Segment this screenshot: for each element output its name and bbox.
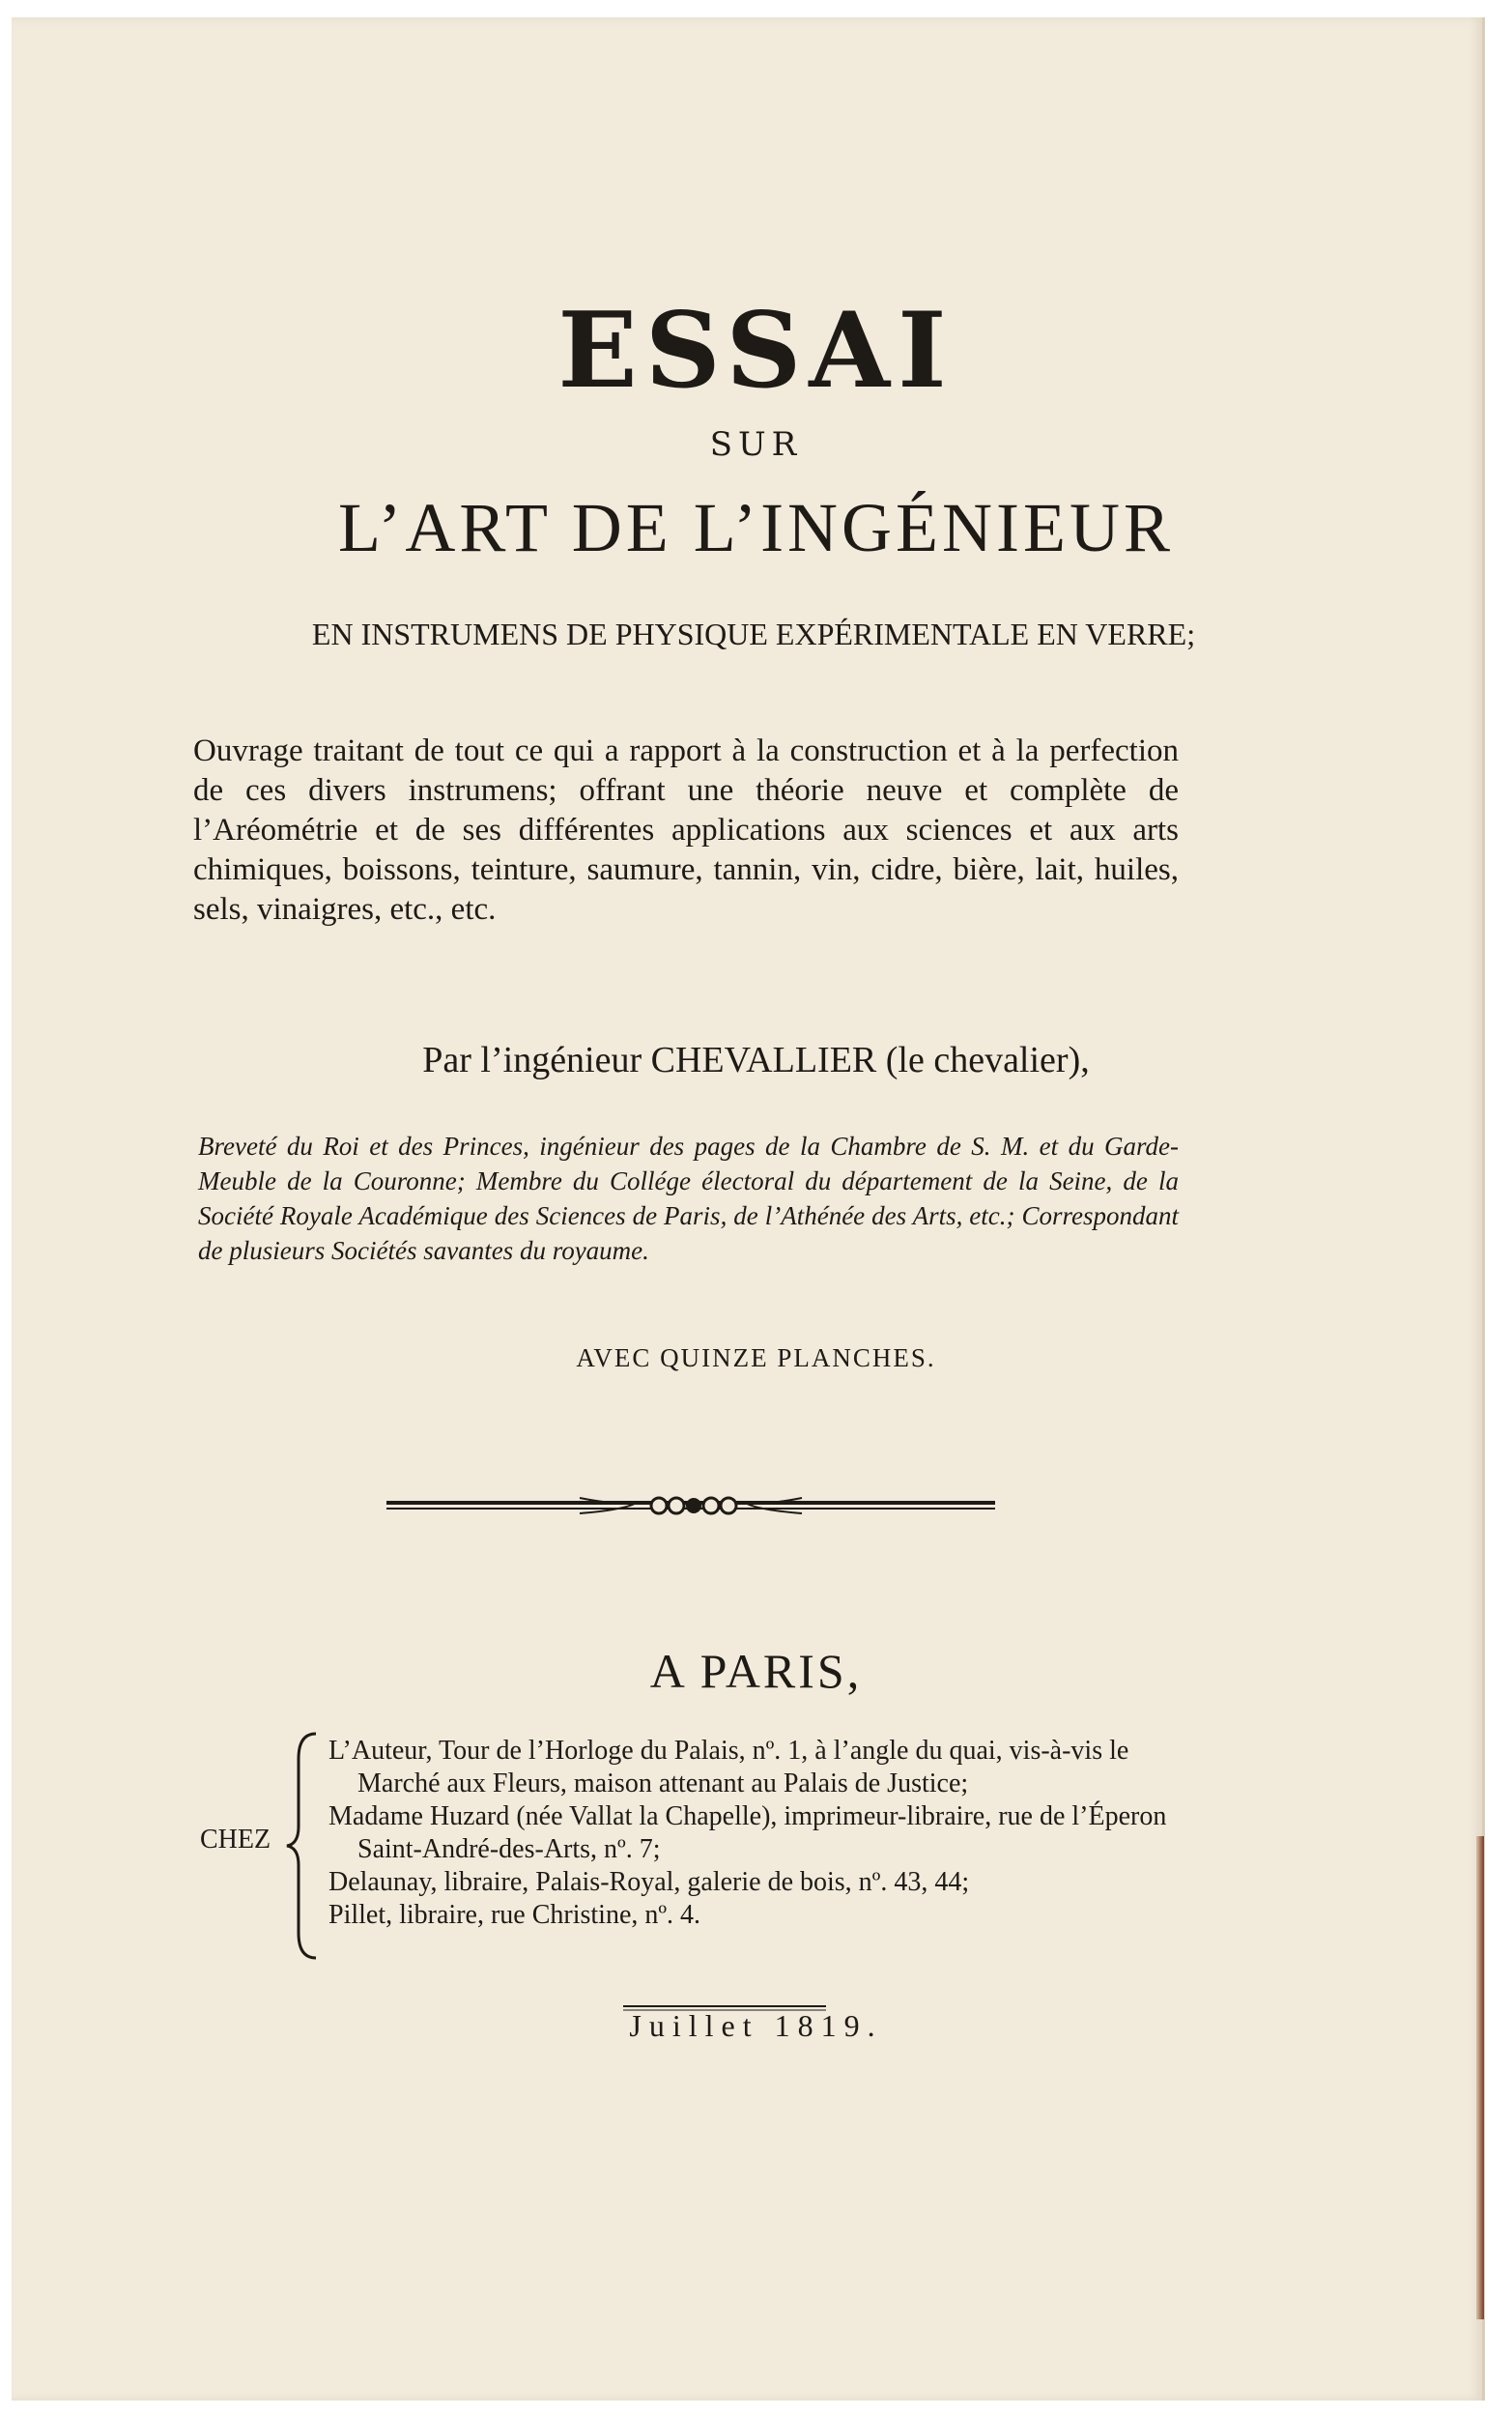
brace-icon (285, 1730, 324, 1962)
seller-entry: Pillet, libraire, rue Christine, nº. 4. (328, 1900, 701, 1930)
booksellers-list (328, 1735, 1179, 1932)
book-title-sur: SUR (709, 425, 803, 464)
author-line: Par l’ingénieur CHEVALLIER (le chevalier), (422, 1040, 1090, 1080)
chez-label: CHEZ (200, 1825, 271, 1855)
publication-place: A PARIS, (649, 1644, 863, 1698)
publication-date: Juillet 1819. (629, 2008, 883, 2043)
binding-edge (1476, 1836, 1484, 2319)
work-description: Ouvrage traitant de tout ce qui a rapport à la construction et à la perfection de ces divers instrumens; offrant une théorie neuve et complète de l’Aréométrie et de ses différentes applications aux sciences et aux arts chimiques, boissons, teinture, saumure, tannin, vin, cidre, bière, lait, huiles, sels, vinaigres, etc., etc. (193, 733, 1179, 927)
seller-entry: L’Auteur, Tour de l’Horloge du Palais, nº. 1, à l’angle du quai, vis-à-vis le Marché aux Fleurs, maison attenant au Palais de Justice; (328, 1736, 1129, 1798)
plates-note: AVEC QUINZE PLANCHES. (576, 1343, 936, 1372)
ornamental-divider (386, 1488, 995, 1521)
seller-entry: Madame Huzard (née Vallat la Chapelle), imprimeur-libraire, rue de l’Éperon Saint-André-des-Arts, nº. 7; (328, 1801, 1167, 1864)
seller-entry: Delaunay, libraire, Palais-Royal, galerie de bois, nº. 43, 44; (328, 1867, 970, 1897)
book-title-art: L’ART DE L’INGÉNIEUR (338, 489, 1174, 566)
book-subtitle: EN INSTRUMENS DE PHYSIQUE EXPÉRIMENTALE EN VERRE; (311, 617, 1196, 651)
book-title-essai: ESSAI (557, 290, 955, 412)
author-credentials: Breveté du Roi et des Princes, ingénieur des pages de la Chambre de S. M. et du Garde-Meuble de la Couronne; Membre du Collége électoral du département de la Seine, de la Société Royale Académique des Sciences de Paris, de l’Athénée des Arts, etc.; Correspondant de plusieurs Sociétés savantes du royaume. (198, 1132, 1179, 1265)
